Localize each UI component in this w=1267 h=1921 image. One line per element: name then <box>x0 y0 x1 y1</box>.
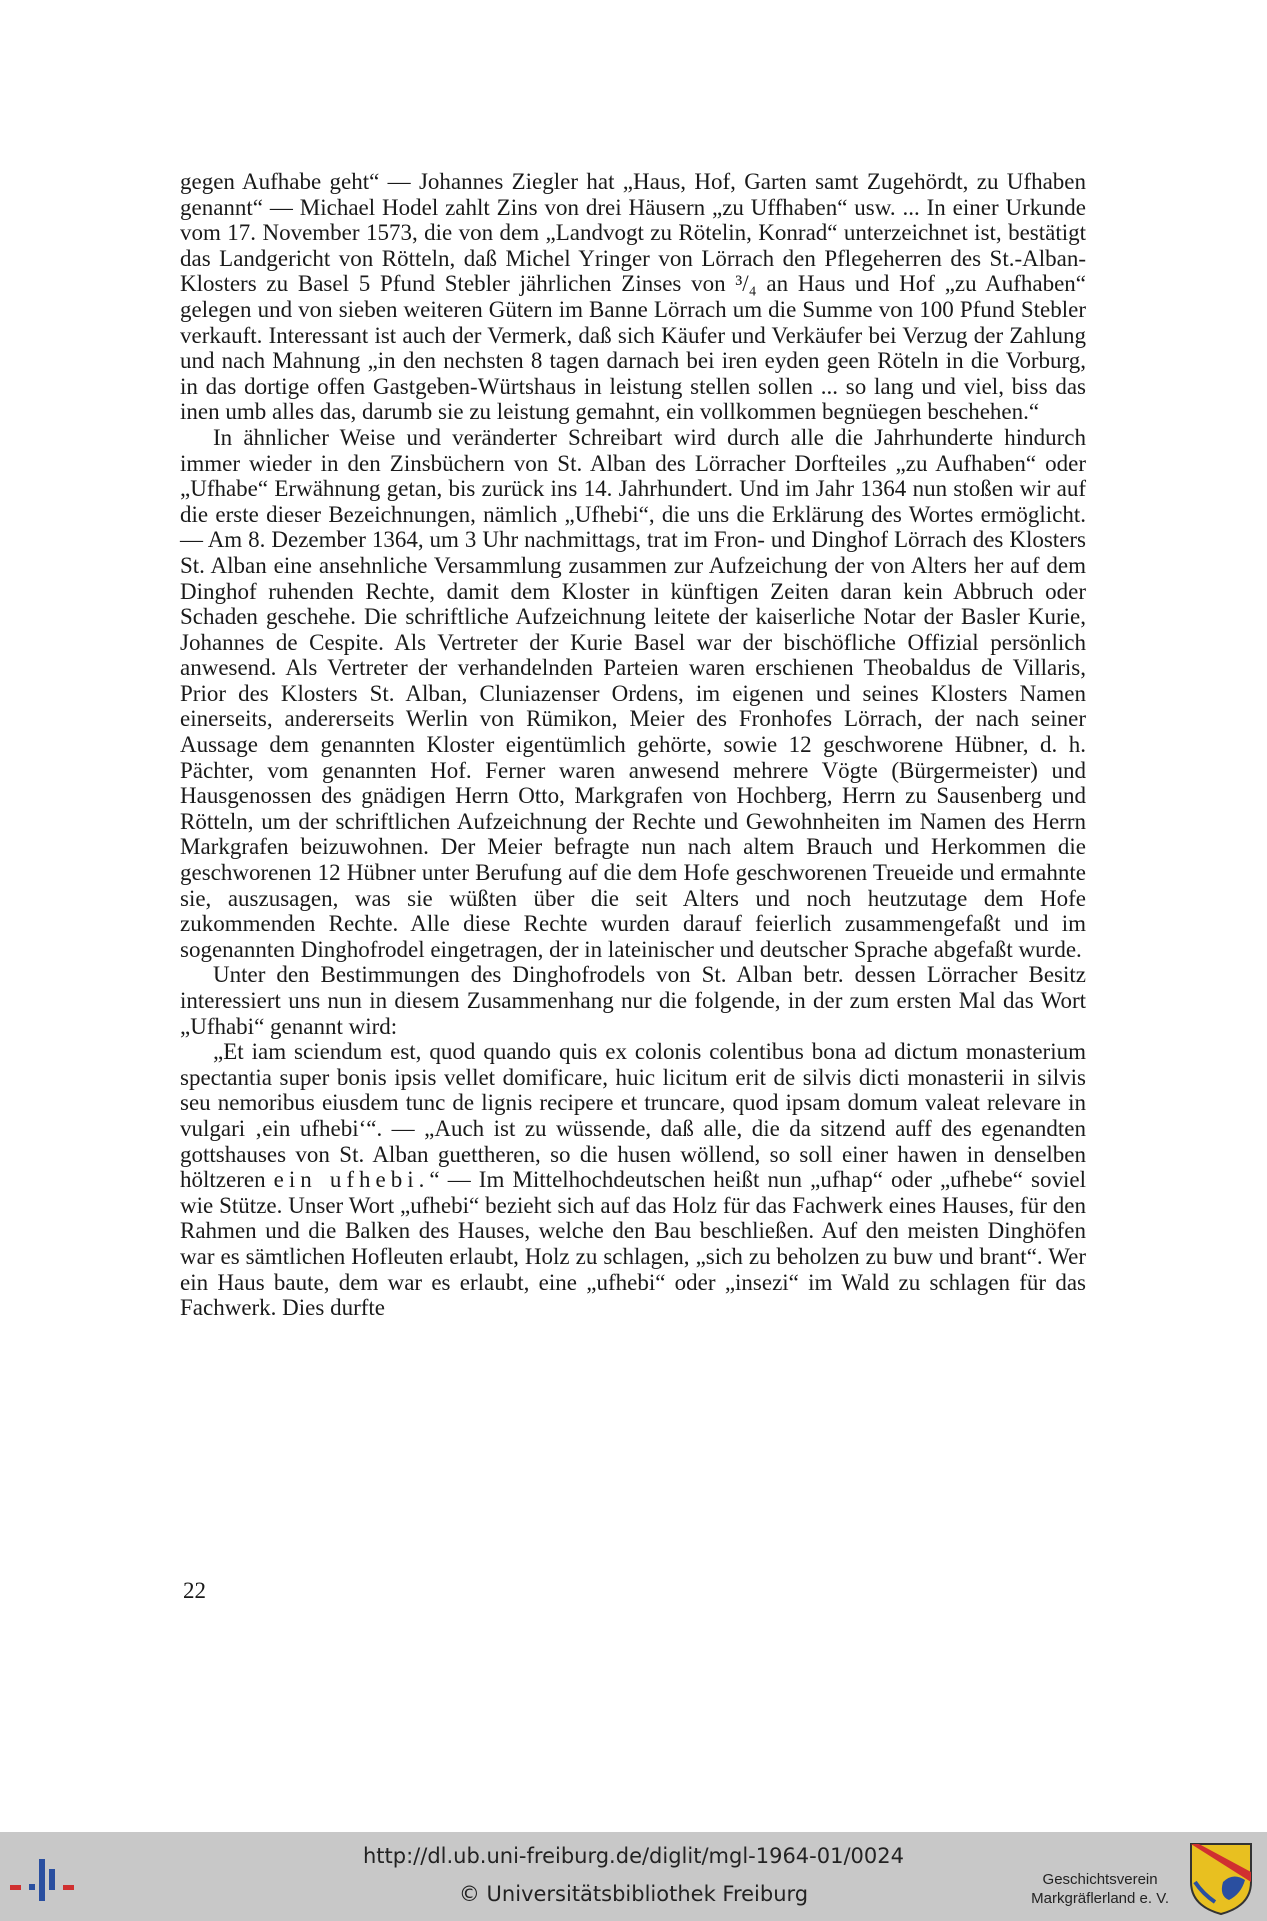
footer-society-name <box>1031 1870 1169 1908</box>
page-body-text <box>180 169 1086 1321</box>
footer-url-link[interactable]: http://dl.ub.uni-freiburg.de/diglit/mgl-1964-01/0024 <box>362 1844 904 1868</box>
paragraph-1: gegen Aufhabe geht“ — Johannes Ziegler hat „Haus, Hof, Garten samt Zugehördt, zu Ufhaben genannt“ — Michael Hodel zahlt Zins von drei Häusern „zu Uffhaben“ usw. ... In einer Urkunde vom 17. November 1573, die von dem „Landvogt zu Rötelin, Konrad“ unterzeichnet ist, bestätigt das Landgericht von Rötteln, daß Michel Yringer von Lörrach den Pflegeherren des St.-Alban-Klosters zu Basel 5 Pfund Stebler jährlichen Zinses von ³/₄ an Haus und Hof „zu Aufhaben“ gelegen und von sieben weiteren Gütern im Banne Lörrach um die Summe von 100 Pfund Stebler verkauft. Interessant ist auch der Vermerk, daß sich Käufer und Verkäufer bei Verzug der Zahlung und nach Mahnung „in den nechsten 8 tagen darnach bei iren eyden geen Röteln in die Vorburg, in das dortige offen Gastgeben-Würtshaus in leistung stellen sollen ... so lang und viel, biss das inen umb alles das, darumb sie zu leistung gemahnt, ein vollkommen begnüegen beschehen.“ <box>180 169 1086 425</box>
society-line-1: Geschichtsverein <box>1042 1871 1158 1888</box>
footer-copyright: © Universitätsbibliothek Freiburg <box>458 1882 809 1906</box>
footer-bar <box>0 1832 1267 1921</box>
paragraph-4-part-1: „Et iam sciendum est, quod quando quis ex colonis colentibus bona ad dictum monasterium spectantia super bonis ipsis vellet domificare, huic licitum erit de silvis dicti monasterii in silvis seu nemoribus eiusdem tunc de lignis recipere et truncare, quod ipsam domum valeat relevare in vulgari ‚ein ufhebi‘“. — „Auch ist zu wüssende, daß alle, die da sitzend auff des egenandten gottshauses von St. Alban guettheren, so die husen wöllend, so soll einer hawen in denselben höltzeren <box>180 1039 1086 1193</box>
society-line-2: Markgräflerland e. V. <box>1031 1890 1169 1907</box>
paragraph-2: In ähnlicher Weise und veränderter Schreibart wird durch alle die Jahrhunderte hindurch immer wieder in den Zinsbüchern von St. Alban des Lörracher Dorfteiles „zu Aufhaben“ oder „Ufhabe“ Erwähnung getan, bis zurück ins 14. Jahrhundert. Und im Jahr 1364 nun stoßen wir auf die erste dieser Bezeichnungen, nämlich „Ufhebi“, die uns die Erklärung des Wortes ermöglicht. — Am 8. Dezember 1364, um 3 Uhr nachmittags, trat im Fron- und Dinghof Lörrach des Klosters St. Alban eine ansehnliche Versammlung zusammen zur Aufzeichung der von Alters her auf dem Dinghof ruhenden Rechte, damit dem Kloster in künftigen Zeiten daran kein Abbruch oder Schaden geschehe. Die schriftliche Aufzeichnung leitete der kaiserliche Notar der Basler Kurie, Johannes de Cespite. Als Vertreter der Kurie Basel war der bischöfliche Offizial persönlich anwesend. Als Vertreter der verhandelnden Parteien waren erschienen Theobaldus de Villaris, Prior des Klosters St. Alban, Cluniazenser Ordens, im eigenen und seines Klosters Namen einerseits, andererseits Werlin von Rümikon, Meier des Fronhofes Lörrach, der nach seiner Aussage dem genannten Kloster eigentümlich gehörte, sowie 12 geschworene Hübner, d. h. Pächter, vom genannten Hof. Ferner waren anwesend mehrere Vögte (Bürgermeister) und Hausgenossen des gnädigen Herrn Otto, Markgrafen von Hochberg, Herrn zu Sausenberg und Rötteln, um der schriftlichen Aufzeichnung der Rechte und Gewohnheiten im Namen des Herrn Markgrafen beizuwohnen. Der Meier befragte nun nach altem Brauch und Herkommen die geschworenen 12 Hübner unter Berufung auf die dem Hofe geschworenen Treueide und ermahnte sie, auszusagen, was sie wüßten über die seit Alters und noch heutzutage dem Hofe zukommenden Rechte. Alle diese Rechte wurden darauf feierlich zusammengefaßt und im sogenannten Dinghofrodel eingetragen, der in lateinischer und deutscher Sprache abgefaßt wurde. <box>180 424 1086 962</box>
paragraph-4-spaced-phrase: ein ufhebi. <box>273 1167 430 1193</box>
paragraph-3: Unter den Bestimmungen des Dinghofrodels von St. Alban betr. dessen Lörracher Besitz interessiert uns nun in diesem Zusammenhang nur die folgende, in der zum ersten Mal das Wort „Ufhabi“ genannt wird: <box>180 962 1086 1039</box>
paragraph-4-part-2: “ — Im Mittelhochdeutschen heißt nun „ufhap“ oder „ufhebe“ soviel wie Stütze. Unser Wort „ufhebi“ bezieht sich auf das Holz für das Fachwerk eines Hauses, für den Rahmen und die Balken des Hauses, welche den Bau beschließen. Auf den meisten Dinghöfen war es sämtlichen Hofleuten erlaubt, Holz zu schlagen, „sich zu beholzen zu buw und brant“. Wer ein Haus baute, dem war es erlaubt, eine „ufhebi“ oder „insezi“ im Wald zu schlagen für das Fachwerk. Dies durfte <box>180 1167 1086 1321</box>
coat-of-arms-icon <box>1189 1842 1253 1916</box>
page-number: 22 <box>183 1578 206 1603</box>
paragraph-4 <box>180 1039 1086 1321</box>
